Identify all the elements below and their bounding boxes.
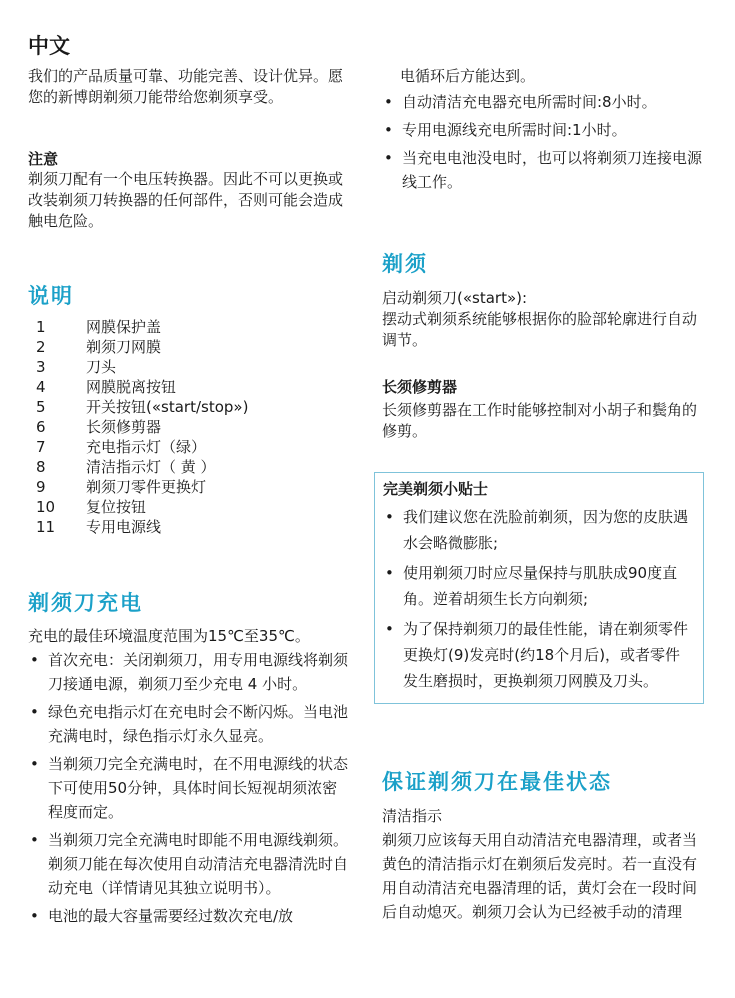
start-heading: 启动剃须刀(«start»): <box>382 289 528 307</box>
cleaning-heading: 清洁指示 <box>382 807 443 825</box>
list-item: • 电池的最大容量需要经过数次充电/放 <box>28 904 350 928</box>
start-paragraph: 摆动式剃须系统能够根据你的脸部轮廓进行自动调节。 <box>382 310 698 349</box>
intro-paragraph: 我们的产品质量可靠、功能完善、设计优异。愿您的新博朗剃须刀能带给您剃须享受。 <box>28 67 344 106</box>
list-item: 1 网膜保护盖 <box>36 318 162 336</box>
continued-text: 电循环后方能达到。 <box>400 67 536 85</box>
description-title: 说明 <box>28 284 74 308</box>
list-item: 10 复位按钮 <box>36 498 147 516</box>
tips-list <box>383 504 695 694</box>
parts-list <box>28 317 350 537</box>
list-item: 9 剃须刀零件更换灯 <box>36 478 207 496</box>
maintain-title: 保证剃须刀在最佳状态 <box>382 770 612 794</box>
list-item: 3 刀头 <box>36 358 117 376</box>
list-item: 11 专用电源线 <box>36 518 162 536</box>
trimmer-heading: 长须修剪器 <box>382 378 458 396</box>
list-item: 2 剃须刀网膜 <box>36 338 162 356</box>
charging-bullets <box>28 648 350 932</box>
list-item: • 专用电源线充电所需时间:1小时。 <box>382 118 710 142</box>
list-item: • 使用剃须刀时应尽量保持与肌肤成90度直角。逆着胡须生长方向剃须; <box>383 560 695 612</box>
shaving-title: 剃须 <box>382 252 428 276</box>
list-item: 4 网膜脱离按钮 <box>36 378 177 396</box>
language-title: 中文 <box>28 34 70 58</box>
charging-bullets-continued <box>382 90 710 198</box>
cleaning-paragraph: 剃须刀应该每天用自动清洁充电器清理，或者当黄色的清洁指示灯在剃须后发亮时。若一直没有用自动清洁充电器清理的话，黄灯会在一段时间后自动熄灭。剃须刀会认为已经被手动的清理 <box>382 831 698 921</box>
charging-intro: 充电的最佳环境温度范围为15℃至35℃。 <box>28 627 310 645</box>
list-item: • 自动清洁充电器充电所需时间:8小时。 <box>382 90 710 114</box>
list-item: • 当剃须刀完全充满电时即能不用电源线剃须。剃须刀能在每次使用自动清洁充电器清洗时自动充电（详情请见其独立说明书）。 <box>28 828 350 900</box>
notice-paragraph: 剃须刀配有一个电压转换器。因此不可以更换或改装剃须刀转换器的任何部件，否则可能会造成触电危险。 <box>28 170 344 230</box>
list-item: 6 长须修剪器 <box>36 418 162 436</box>
tips-box <box>374 472 704 704</box>
tips-title: 完美剃须小贴士 <box>383 480 489 498</box>
notice-heading: 注意 <box>28 150 59 168</box>
list-item: 5 开关按钮(«start/stop») <box>36 398 249 416</box>
list-item: 7 充电指示灯（绿） <box>36 438 207 456</box>
list-item: • 当充电电池没电时，也可以将剃须刀连接电源线工作。 <box>382 146 710 194</box>
list-item: • 为了保持剃须刀的最佳性能，请在剃须零件更换灯(9)发亮时(约18个月后)，或者零件发生磨损时，更换剃须刀网膜及刀头。 <box>383 616 695 694</box>
list-item: • 当剃须刀完全充满电时，在不用电源线的状态下可使用50分钟，具体时间长短视胡须浓密程度而定。 <box>28 752 350 824</box>
charging-title: 剃须刀充电 <box>28 591 143 615</box>
trimmer-paragraph: 长须修剪器在工作时能够控制对小胡子和鬓角的修剪。 <box>382 401 698 440</box>
list-item: 8 清洁指示灯（ 黄 ） <box>36 458 216 476</box>
list-item: • 绿色充电指示灯在充电时会不断闪烁。当电池充满电时，绿色指示灯永久显亮。 <box>28 700 350 748</box>
list-item: • 首次充电：关闭剃须刀，用专用电源线将剃须刀接通电源，剃须刀至少充电 4 小时。 <box>28 648 350 696</box>
list-item: • 我们建议您在洗脸前剃须，因为您的皮肤遇水会略微膨胀; <box>383 504 695 556</box>
